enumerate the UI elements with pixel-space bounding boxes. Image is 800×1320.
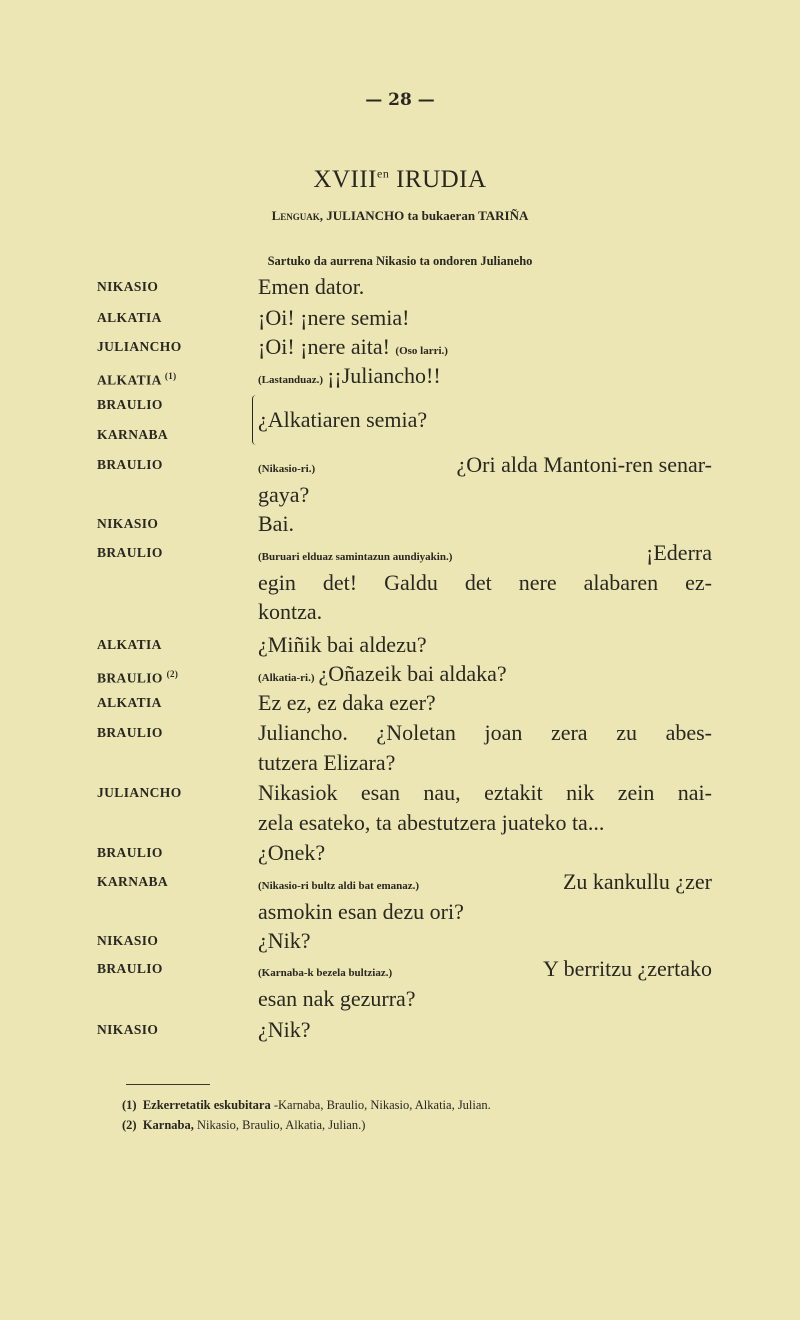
dialogue-line: [258, 405, 712, 435]
speaker-name: [97, 308, 162, 328]
line-text: Juliancho. ¿Noletan joan zera zu abes-: [258, 720, 712, 745]
dialogue-line: [258, 597, 712, 627]
line-text: esan nak gezurra?: [258, 986, 416, 1011]
footnote-text: Nikasio, Braulio, Alkatia, Julian.): [197, 1118, 366, 1132]
characters-label: Lenguak,: [271, 208, 324, 223]
speaker-label: ALKATIA: [97, 695, 162, 710]
speaker-name: [97, 664, 178, 684]
speaker-label: ALKATIA: [97, 637, 162, 652]
speaker-label: BRAULIO: [97, 457, 163, 472]
dialogue-line: [258, 450, 712, 480]
speaker-name: [97, 514, 158, 534]
dialogue-line: [258, 1015, 712, 1045]
speaker-label: BRAULIO: [97, 845, 163, 860]
line-text: ¿Nik?: [258, 928, 311, 953]
scene-suffix: en: [377, 166, 390, 181]
stage-direction: (Buruari elduaz samintazun aundiyakin.): [258, 551, 453, 563]
line-text: ¿Oñazeik bai aldaka?: [318, 661, 507, 686]
speaker-label: BRAULIO: [97, 725, 163, 740]
line-text: Bai.: [258, 511, 295, 536]
footnote-1: [122, 1098, 491, 1113]
speaker-label: NIKASIO: [97, 279, 159, 294]
footnote-2: [122, 1118, 365, 1133]
line-text: Y berritzu ¿zertako: [543, 956, 712, 981]
dialogue-line: [258, 509, 712, 539]
stage-direction: (Lastanduaz.): [258, 374, 324, 386]
dialogue-line: [258, 954, 712, 984]
stage-direction: (Alkatia-ri.): [258, 672, 315, 684]
characters-line: [0, 208, 800, 224]
line-text: ¿Miñik bai aldezu?: [258, 632, 427, 657]
line-text: Emen dator.: [258, 274, 365, 299]
speaker-name: [97, 693, 162, 713]
speaker-name: KARNABA: [97, 427, 169, 442]
speaker-label: NIKASIO: [97, 933, 159, 948]
stage-entry: Sartuko da aurrena Nikasio ta ondoren Julianeho: [267, 254, 533, 268]
line-text: ¡¡Juliancho!!: [327, 363, 441, 388]
speaker-label: KARNABA: [97, 874, 169, 889]
dialogue-line: [258, 808, 712, 838]
line-text: ¡Oi! ¡nere aita!: [258, 334, 390, 359]
dialogue-line: [258, 480, 712, 510]
line-text: gaya?: [258, 482, 310, 507]
speaker-name: [97, 959, 163, 979]
scene-numeral: XVIII: [313, 166, 377, 193]
dialogue-line: [258, 778, 712, 808]
speaker-name: [97, 931, 158, 951]
speaker-name: [97, 337, 182, 357]
dialogue-line: [258, 568, 712, 598]
dialogue-line: [258, 838, 712, 868]
page-number: — 28 —: [365, 90, 435, 110]
dialogue-line: [258, 688, 712, 718]
scene-word: IRUDIA: [396, 166, 487, 193]
speaker-name: [97, 277, 158, 297]
stage-direction: (Nikasio-ri bultz aldi bat emanaz.): [258, 880, 420, 892]
speaker-label: BRAULIO: [97, 670, 163, 686]
stage-direction: (Nikasio-ri.): [258, 463, 316, 475]
line-text: kontza.: [258, 599, 323, 624]
scene-title: [0, 166, 800, 194]
footnote-lead: Karnaba,: [142, 1118, 194, 1132]
line-text: ¿Alkatiaren semia?: [258, 407, 428, 432]
line-text: Ez ez, ez daka ezer?: [258, 690, 436, 715]
stage-direction: (Karnaba-k bezela bultziaz.): [258, 967, 393, 979]
speaker-label: BRAULIO: [97, 961, 163, 976]
speaker-name: [97, 783, 182, 803]
line-text: ¿Nik?: [258, 1017, 311, 1042]
footnote-ref: (2): [166, 669, 179, 679]
dialogue-line: [258, 630, 712, 660]
dialogue-line: [258, 659, 712, 689]
line-text: ¿Ori alda Mantoni-ren senar-: [456, 452, 712, 477]
speaker-name: [97, 635, 162, 655]
dialogue-line: [258, 361, 712, 391]
footnote-mark: (1): [122, 1098, 137, 1112]
speaker-label: BRAULIO: [97, 545, 163, 560]
speaker-label: JULIANCHO: [97, 785, 182, 800]
line-text: Zu kankullu ¿zer: [562, 869, 712, 894]
dialogue-line: [258, 332, 712, 362]
speaker-label: ALKATIA: [97, 372, 162, 388]
speaker-label: NIKASIO: [97, 1022, 159, 1037]
dialogue-line: [258, 867, 712, 897]
line-text: ¡Oi! ¡nere semia!: [258, 305, 410, 330]
speaker-name: [97, 543, 163, 563]
footnote-ref: (1): [164, 371, 177, 381]
speaker-name: [97, 1020, 158, 1040]
dialogue-line: [258, 303, 712, 333]
dialogue-line: [258, 748, 712, 778]
speaker-name: [97, 723, 163, 743]
footnote-divider: [126, 1084, 210, 1085]
line-text: ¿Onek?: [258, 840, 326, 865]
speaker-name: [97, 455, 163, 475]
speaker-name: [97, 872, 168, 892]
line-text: tutzera Elizara?: [258, 750, 396, 775]
line-text: Nikasiok esan nau, eztakit nik zein nai-: [258, 780, 712, 805]
dialogue-line: [258, 926, 712, 956]
dialogue-line: [258, 272, 712, 302]
dialogue-line: [258, 897, 712, 927]
dialogue-line: [258, 718, 712, 748]
characters-list: JULIANCHO ta bukaeran TARIÑA: [326, 208, 529, 223]
dialogue-line: [258, 984, 712, 1014]
speaker-name: [97, 843, 163, 863]
footnote-lead: Ezkerretatik eskubitara: [142, 1098, 271, 1112]
footnote-text: -Karnaba, Braulio, Nikasio, Alkatia, Julian.: [273, 1098, 491, 1112]
speaker-label: ALKATIA: [97, 310, 162, 325]
line-text: asmokin esan dezu ori?: [258, 899, 464, 924]
dialogue-line: [258, 538, 712, 568]
speaker-name: BRAULIO: [97, 397, 163, 412]
speaker-label: NIKASIO: [97, 516, 159, 531]
speaker-label: JULIANCHO: [97, 339, 182, 354]
line-text: zela esateko, ta abestutzera juateko ta...: [258, 810, 605, 835]
footnote-mark: (2): [122, 1118, 137, 1132]
speaker-name: [97, 366, 177, 386]
stage-direction: (Oso larri.): [395, 345, 448, 357]
line-text: egin det! Galdu det nere alabaren ez-: [258, 570, 712, 595]
line-text: ¡Ederra: [646, 540, 712, 565]
